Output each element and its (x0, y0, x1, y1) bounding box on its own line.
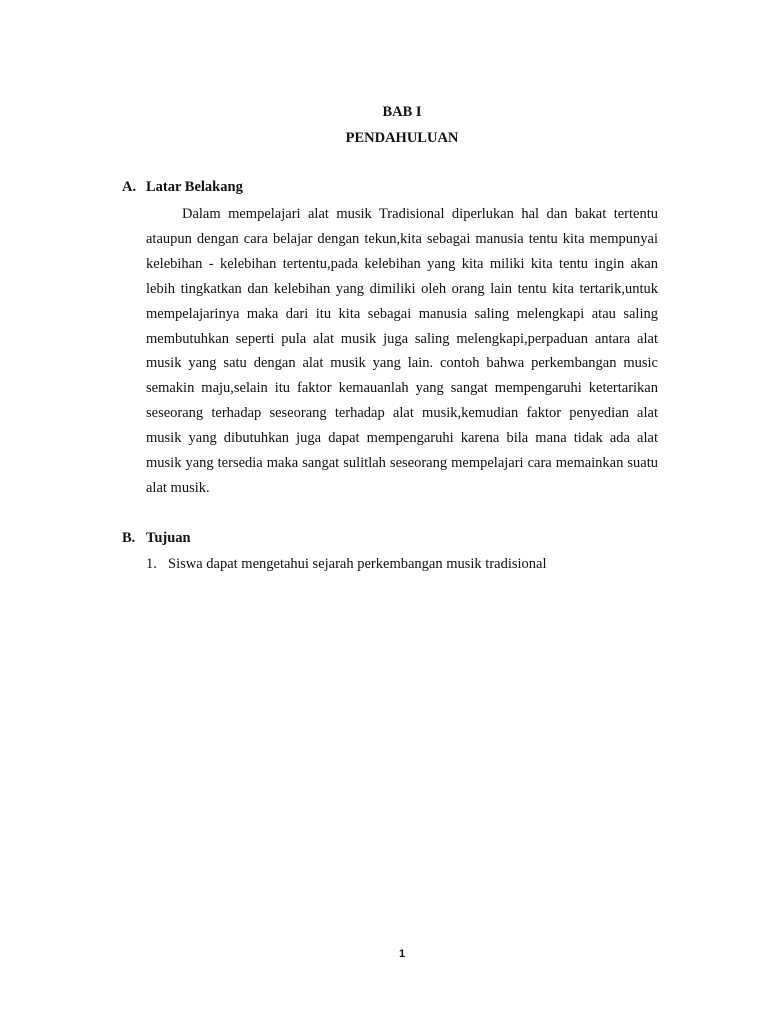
page-number: 1 (398, 948, 406, 960)
objective-list-item (146, 555, 547, 573)
chapter-number: BAB I (382, 104, 422, 120)
section-heading-text: Latar Belakang (146, 179, 243, 195)
list-item-text: Siswa dapat mengetahui sejarah perkembangan musik tradisional (168, 556, 547, 572)
section-letter: A. (122, 179, 137, 195)
section-heading-tujuan (122, 529, 191, 547)
section-heading-latar-belakang (122, 178, 243, 196)
chapter-title: PENDAHULUAN (345, 130, 459, 146)
background-paragraph: Dalam mempelajari alat musik Tradisional diperlukan hal dan bakat tertentu ataupun dengan cara belajar dengan tekun,kita sebagai manusia tentu kita mempunyai kelebihan - kelebihan tertentu,pada kelebihan yang kita miliki kita tentu ingin akan lebih tingkatkan dan kelebihan yang dimiliki oleh orang lain tentu kita tertarik,untuk mempelajarinya maka dari itu kita sebagai manusia saling melengkapi atau saling membutuhkan seperti pula alat musik juga saling melengkapi,perpaduan antara alat musik yang satu dengan alat musik yang lain. contoh bahwa perkembangan music semakin maju,selain itu faktor kemauanlah yang sangat mempengaruhi ketertarikan seseorang terhadap seseorang terhadap alat musik,kemudian faktor penyedian alat musik yang dibutuhkan juga dapat mempengaruhi karena bila mana tidak ada alat musik yang tersedia maka sangat sulitlah seseorang mempelajari cara memainkan suatu alat musik. (146, 206, 658, 496)
list-item-number: 1. (146, 556, 157, 572)
section-letter: B. (122, 530, 136, 546)
section-heading-text: Tujuan (146, 530, 191, 546)
